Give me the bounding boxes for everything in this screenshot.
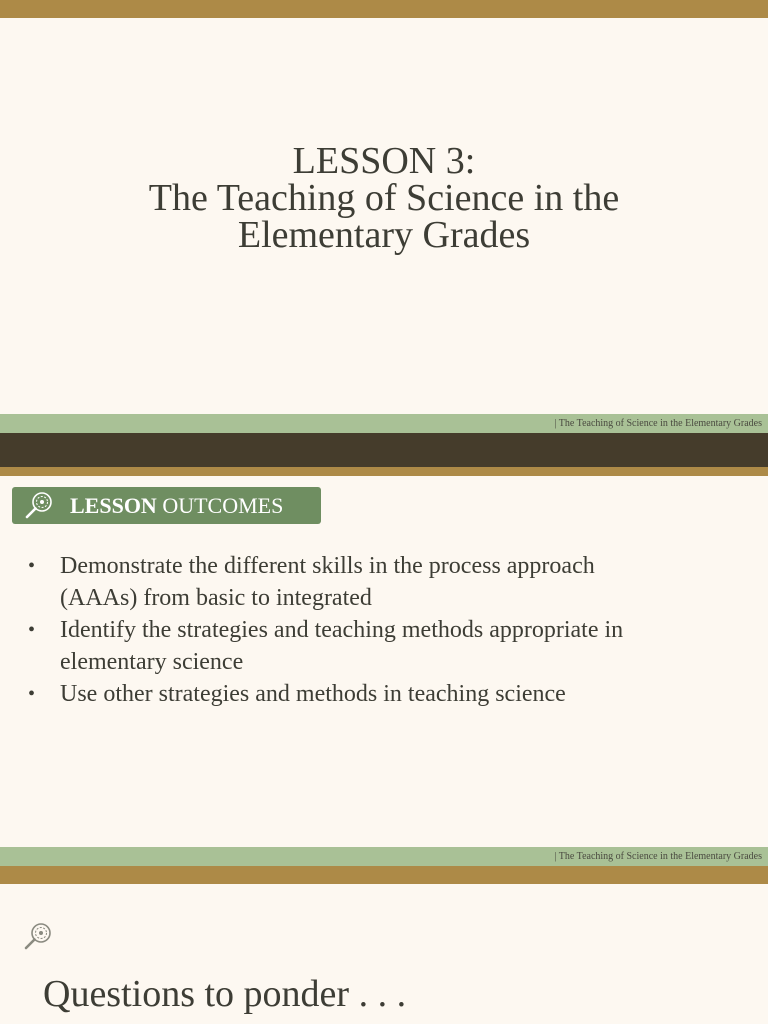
gold-separator-band bbox=[0, 866, 768, 884]
list-item bbox=[28, 678, 728, 710]
title-line-1: LESSON 3: bbox=[292, 140, 476, 182]
slide-1-title bbox=[0, 140, 768, 256]
dark-separator-band bbox=[0, 433, 768, 467]
bullet-line-2: (AAAs) from basic to integrated bbox=[60, 585, 372, 611]
bullet: • bbox=[28, 683, 36, 705]
bullet-line-2: elementary science bbox=[60, 649, 244, 675]
heading-bold: LESSON bbox=[70, 493, 157, 518]
list-item bbox=[28, 550, 728, 614]
slide-1 bbox=[0, 18, 768, 414]
magnifier-gear-icon bbox=[21, 920, 55, 954]
title-line-2: The Teaching of Science in the bbox=[148, 177, 620, 219]
slide-2-footer: | The Teaching of Science in the Elementary Grades bbox=[0, 847, 768, 866]
slide-2 bbox=[0, 476, 768, 847]
bullet-line-1: Demonstrate the different skills in the process approach bbox=[60, 553, 595, 579]
questions-heading: Questions to ponder . . . bbox=[43, 973, 407, 1015]
outcomes-list bbox=[28, 550, 728, 710]
gold-separator-band bbox=[0, 467, 768, 476]
bullet: • bbox=[28, 619, 36, 641]
magnifier-gear-icon bbox=[22, 490, 56, 522]
top-gold-band bbox=[0, 0, 768, 18]
list-item bbox=[28, 614, 728, 678]
bullet-line-1: Identify the strategies and teaching methods appropriate in bbox=[60, 617, 624, 643]
title-line-3: Elementary Grades bbox=[237, 214, 531, 256]
lesson-outcomes-header bbox=[12, 487, 321, 524]
bullet: • bbox=[28, 555, 36, 577]
heading-rest: OUTCOMES bbox=[156, 493, 284, 518]
bullet-line-1: Use other strategies and methods in teaching science bbox=[60, 681, 566, 707]
slide-1-footer: | The Teaching of Science in the Elementary Grades bbox=[0, 414, 768, 433]
lesson-outcomes-title bbox=[70, 493, 283, 519]
slide-3 bbox=[0, 884, 768, 1024]
